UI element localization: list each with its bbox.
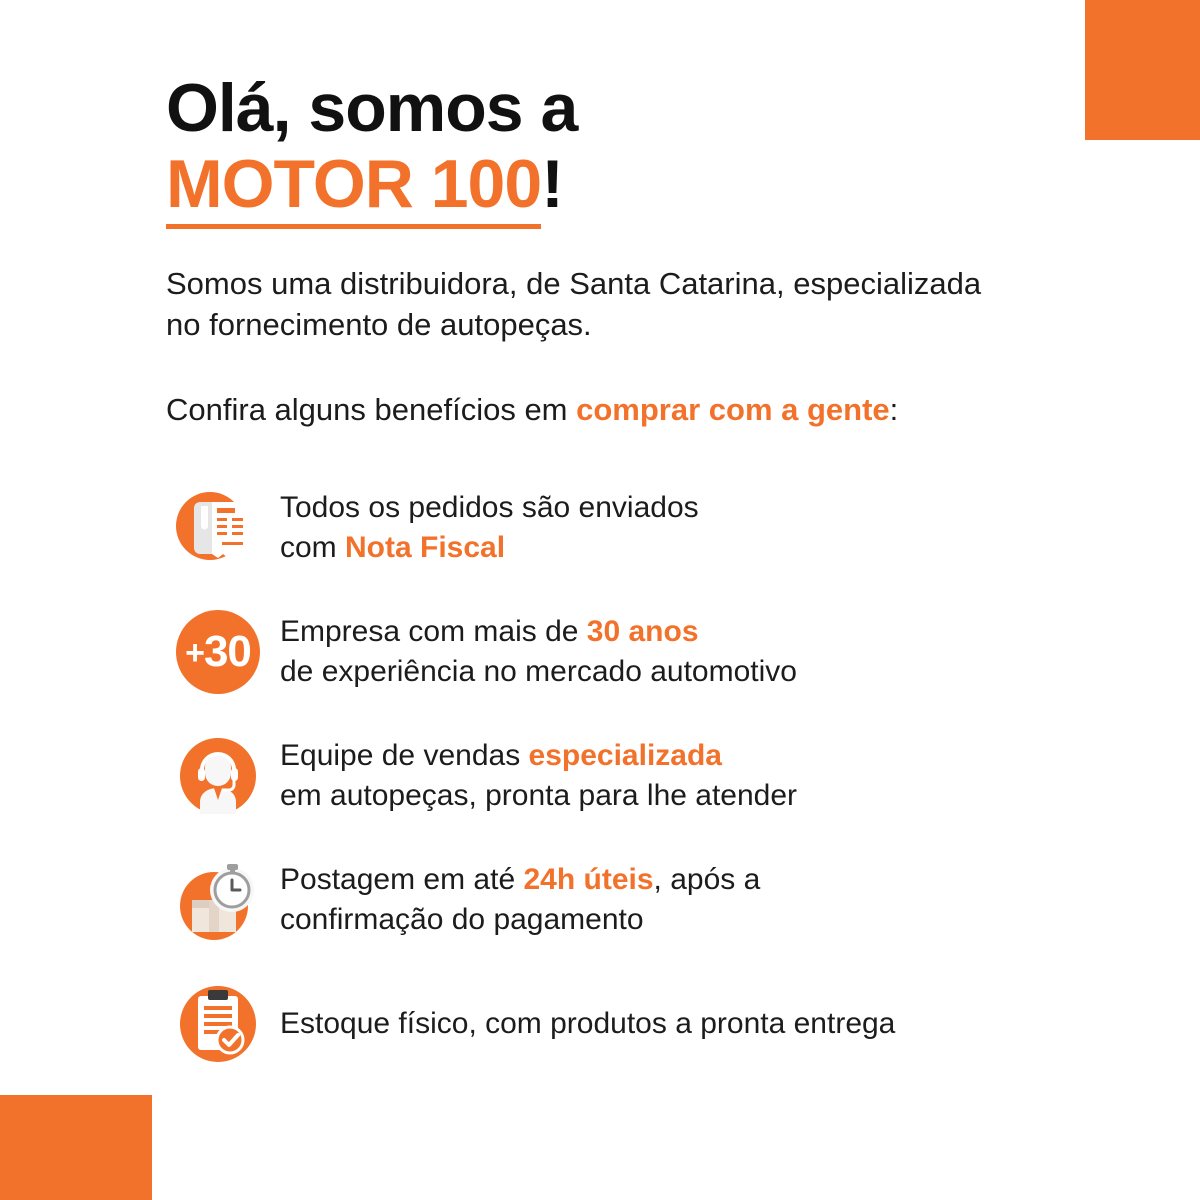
benefit-line-1-accent: 30 anos	[586, 615, 699, 649]
headline-line-2	[166, 146, 1096, 223]
decorative-corner-bottom-left	[0, 1095, 152, 1200]
benefit-text	[270, 860, 760, 940]
benefit-line-2-accent: Nota Fiscal	[345, 531, 506, 565]
package-stopwatch-icon	[166, 850, 270, 950]
receipt-icon	[166, 478, 270, 578]
benefit-text	[270, 612, 797, 692]
list-item	[166, 478, 1096, 578]
benefit-line-2: confirmação do pagamento	[280, 903, 644, 937]
support-agent-icon	[166, 726, 270, 826]
benefits-intro-after: :	[889, 391, 899, 427]
headline-exclamation: !	[541, 146, 563, 223]
benefit-line-1-before: Equipe de vendas	[280, 739, 529, 773]
benefit-line-2-before: com	[280, 531, 346, 565]
benefit-line-1-before: Empresa com mais de	[280, 615, 587, 649]
page-content	[166, 72, 1096, 1098]
page-title	[166, 70, 1096, 223]
benefit-line-2: em autopeças, pronta para lhe atender	[280, 779, 798, 813]
badge-circle	[176, 610, 260, 694]
benefit-line-1: Todos os pedidos são enviados	[280, 491, 699, 525]
list-item	[166, 850, 1096, 950]
list-item	[166, 974, 1096, 1074]
benefit-line-1-before: Postagem em até	[280, 863, 524, 897]
list-item	[166, 726, 1096, 826]
benefits-intro	[166, 390, 1096, 430]
clipboard-check-icon	[166, 974, 270, 1074]
benefits-list	[166, 478, 1096, 1074]
badge-text	[185, 627, 251, 677]
badge-plus: +	[185, 634, 204, 673]
benefit-line-1-accent: especializada	[528, 739, 722, 773]
benefit-text	[270, 488, 699, 568]
benefit-line-2: de experiência no mercado automotivo	[280, 655, 797, 689]
intro-paragraph: Somos uma distribuidora, de Santa Catarina, especializada no fornecimento de autopeças.	[166, 266, 982, 343]
benefit-text	[270, 1004, 895, 1044]
list-item	[166, 602, 1096, 702]
benefit-text	[270, 736, 797, 816]
brand-name: MOTOR 100	[166, 146, 541, 229]
benefits-intro-accent: comprar com a gente	[576, 391, 890, 427]
headline-line-1: Olá, somos a	[166, 70, 578, 146]
benefits-intro-before: Confira alguns benefícios em	[166, 391, 577, 427]
benefit-line-1-accent: 24h úteis	[523, 863, 654, 897]
plus-30-badge-icon	[166, 602, 270, 702]
benefit-line-1-after: , após a	[653, 863, 761, 897]
benefit-line-1: Estoque físico, com produtos a pronta entrega	[280, 1007, 896, 1041]
badge-number: 30	[203, 627, 251, 677]
decorative-corner-top-right	[1085, 0, 1200, 140]
